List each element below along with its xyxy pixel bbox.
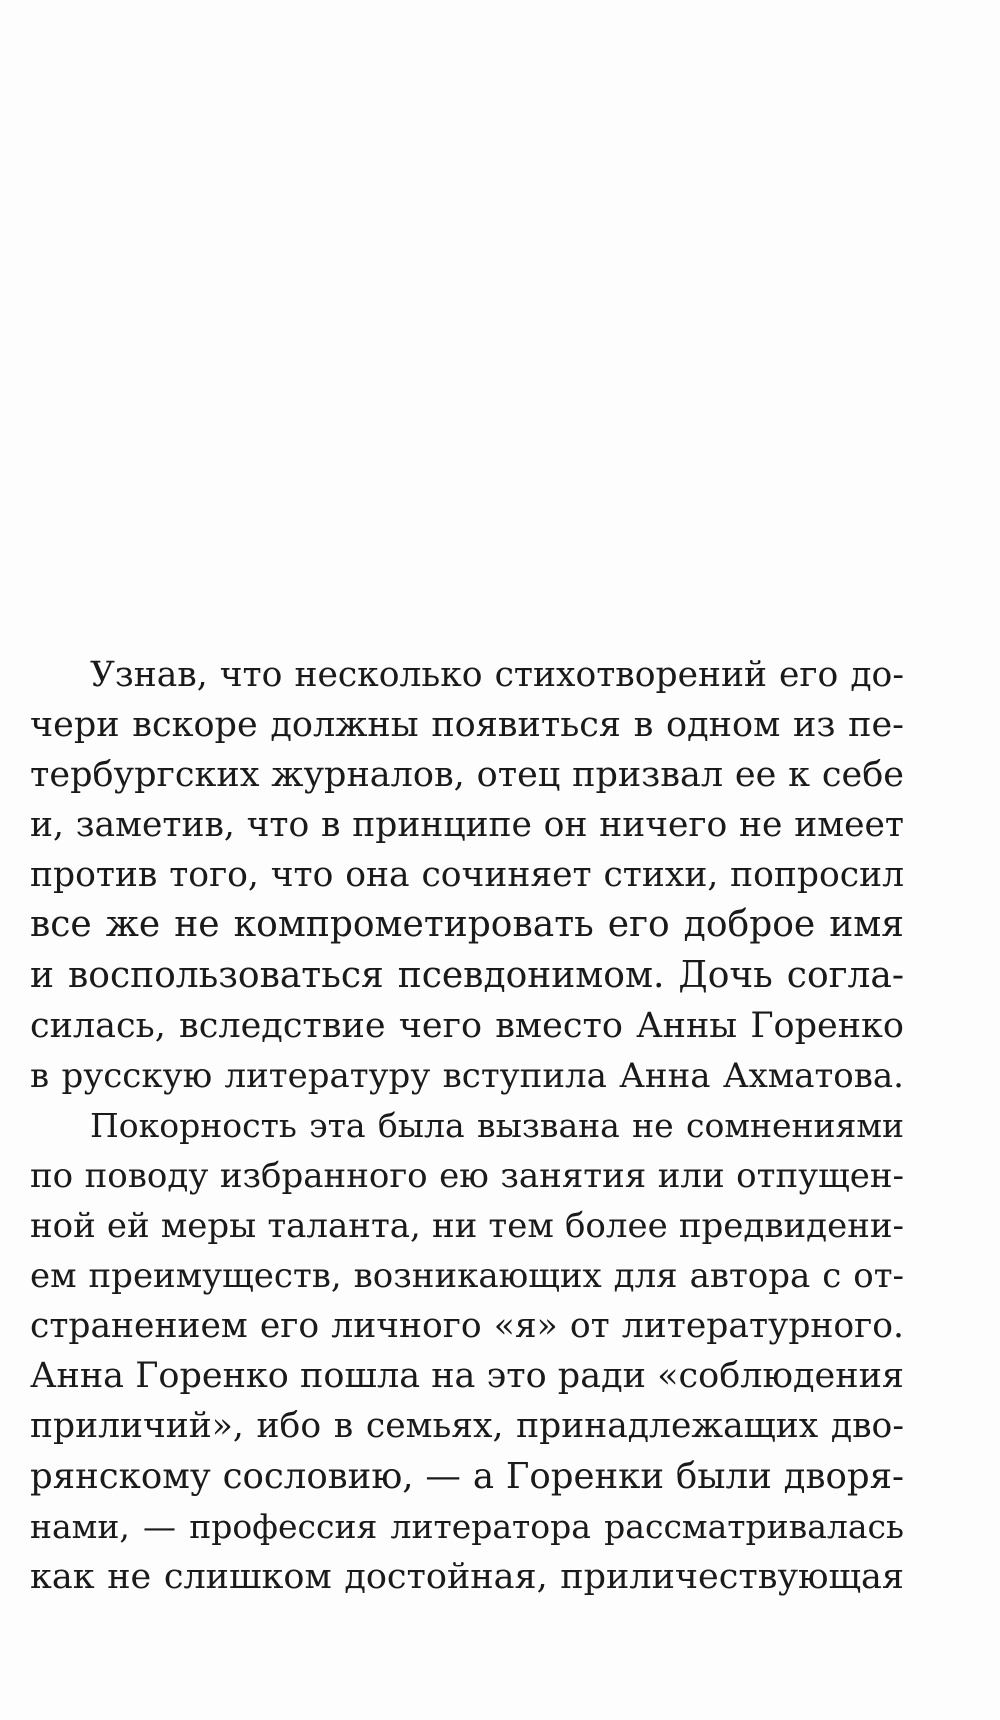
- text-line: и, заметив, что в принципе он ничего не имеет: [30, 805, 904, 846]
- text-line: чери вскоре должны появиться в одном из пе-: [30, 705, 904, 746]
- text-line: приличий», ибо в семьях, принадлежащих дво-: [30, 1406, 904, 1447]
- text-line: в русскую литературу вступила Анна Ахматова.: [30, 1055, 904, 1096]
- paragraph-1: [30, 650, 904, 1101]
- text-line: против того, что она сочиняет стихи, попросил: [30, 855, 904, 896]
- text-line: по поводу избранного ею занятия или отпущен-: [30, 1155, 904, 1196]
- paragraph-2: [30, 1101, 904, 1602]
- text-line: как не слишком достойная, приличествующая: [30, 1556, 904, 1597]
- text-line: тербургских журналов, отец призвал ее к себе: [30, 755, 904, 796]
- text-line: Узнав, что несколько стихотворений его до-: [90, 655, 904, 695]
- text-line: рянскому сословию, — а Горенки были дворя-: [30, 1455, 904, 1497]
- text-line: Покорность эта была вызвана не сомнениями: [90, 1105, 904, 1145]
- text-line: ной ей меры таланта, ни тем более предвидени-: [30, 1206, 904, 1247]
- text-line: силась, вследствие чего вместо Анны Горенко: [30, 1005, 904, 1046]
- body-text: [30, 650, 904, 1602]
- text-line: все же не компрометировать его доброе имя: [30, 904, 904, 946]
- text-line: Анна Горенко пошла на это ради «соблюдения: [30, 1356, 904, 1397]
- text-line: странением его личного «я» от литературного.: [30, 1306, 904, 1347]
- text-line: ем преимуществ, возникающих для автора с от-: [30, 1256, 904, 1297]
- text-line: и воспользоваться псевдонимом. Дочь согла-: [30, 954, 904, 996]
- text-line: нами, — профессия литератора рассматривалась: [30, 1506, 904, 1546]
